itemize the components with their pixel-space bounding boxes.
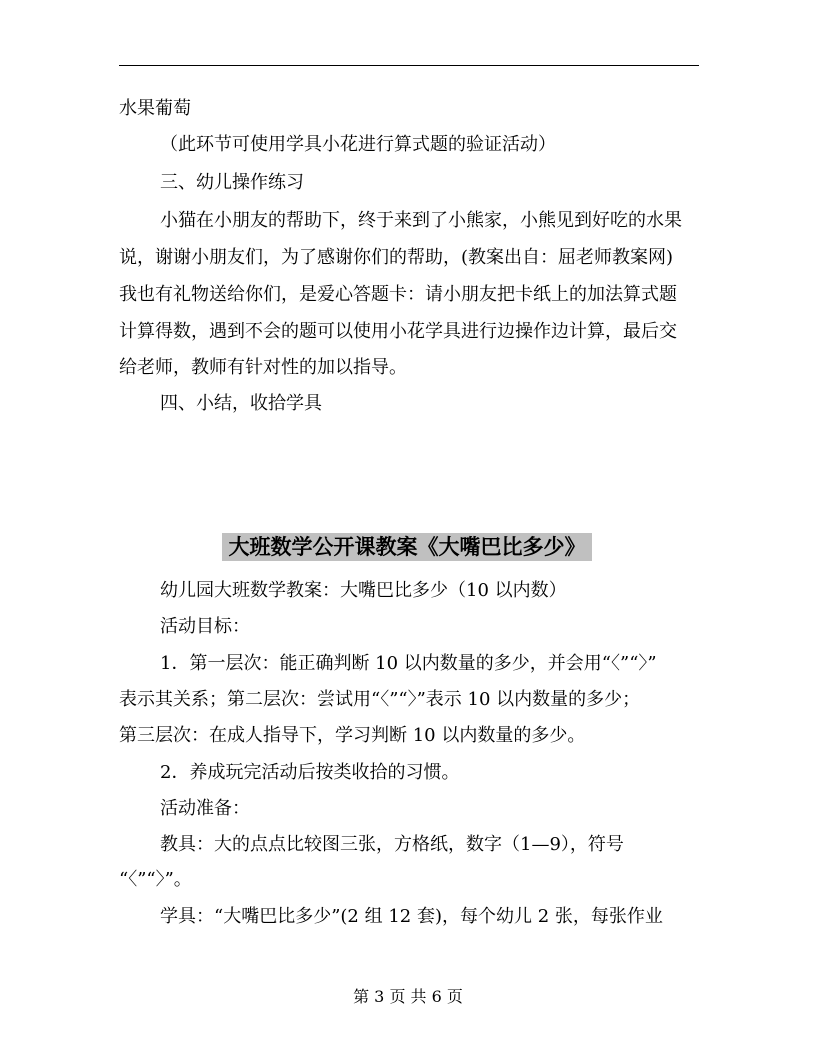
- page-footer: 第 3 页 共 6 页: [353, 987, 463, 1006]
- text-line: 第三层次：在成人指导下，学习判断 10 以内数量的多少。: [119, 725, 586, 746]
- text-line: 说，谢谢小朋友们，为了感谢你们的帮助，(教案出自：屈老师教案网): [119, 247, 674, 268]
- text-line: 1．第一层次：能正确判断 10 以内数量的多少，并会用“〈”“〉”: [160, 653, 657, 674]
- text-line: 2．养成玩完活动后按类收拾的习惯。: [160, 762, 460, 783]
- text-line: 活动目标：: [160, 616, 250, 637]
- text-line: （此环节可使用学具小花进行算式题的验证活动）: [160, 134, 556, 155]
- header-rule: [119, 65, 699, 66]
- text-line: 教具：大的点点比较图三张，方格纸，数字（1—9），符号: [160, 834, 624, 855]
- text-line: 水果葡萄: [119, 98, 191, 119]
- text-line: 我也有礼物送给你们，是爱心答题卡：请小朋友把卡纸上的加法算式题: [119, 284, 677, 305]
- text-line: 活动准备：: [160, 798, 250, 819]
- section-title: 大班数学公开课教案《大嘴巴比多少》: [222, 533, 592, 561]
- text-line: 幼儿园大班数学教案：大嘴巴比多少（10 以内数）: [160, 580, 567, 601]
- text-line: “〈”“〉”。: [119, 869, 192, 890]
- text-line: 小猫在小朋友的帮助下，终于来到了小熊家，小熊见到好吃的水果: [160, 210, 682, 231]
- text-line: 计算得数，遇到不会的题可以使用小花学具进行边操作边计算，最后交: [119, 321, 677, 342]
- text-line: 给老师，教师有针对性的加以指导。: [119, 357, 407, 378]
- text-line: 学具：“大嘴巴比多少”(2 组 12 套)，每个幼儿 2 张，每张作业: [160, 906, 663, 927]
- text-line: 三、幼儿操作练习: [160, 172, 304, 193]
- text-line: 四、小结，收拾学具: [160, 393, 322, 414]
- text-line: 表示其关系；第二层次：尝试用“〈”“〉”表示 10 以内数量的多少；: [119, 689, 641, 710]
